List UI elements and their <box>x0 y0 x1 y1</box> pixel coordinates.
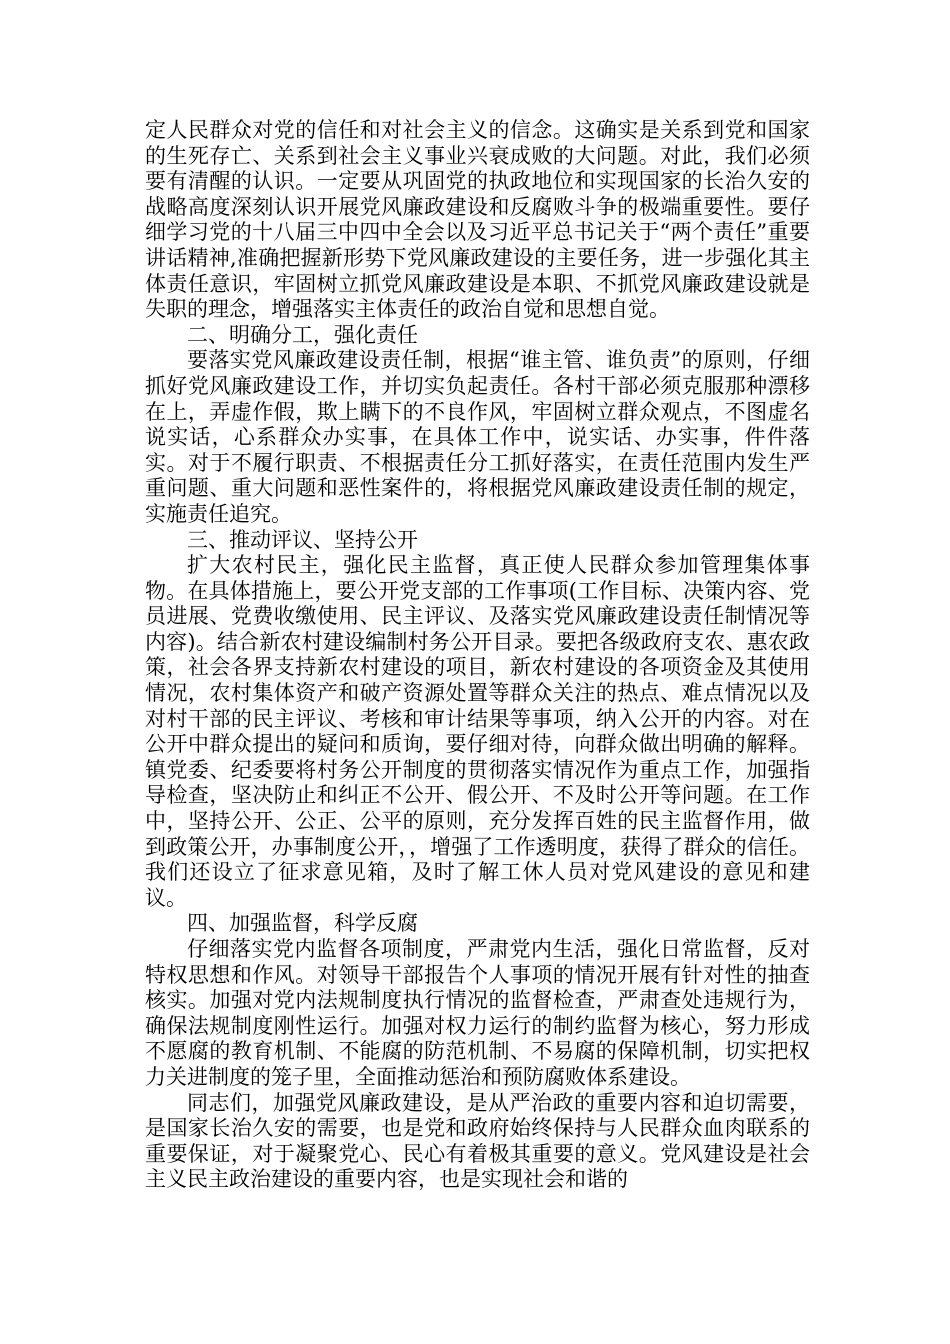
section-heading-2: 二、明确分工，强化责任 <box>187 322 418 347</box>
paragraph-section-2: 要落实党风廉政建设责任制，根据“谁主管、谁负责”的原则，仔细抓好党风廉政建设工作，并切实负起责任。各村干部必须克服那种漂移在上，弄虚作假，欺上瞒下的不良作风，牢固树立群众观点，不图虚名说实话，心系群众办实事，在具体工作中，说实话、办实事，件件落实。对于不履行职责、不根据责任分工抓好落实，在责任范围内发生严重问题、重大问题和恶性案件的，将根据党风廉政建设责任制的规定，实施责任追究。 <box>145 348 810 526</box>
paragraph-section-4: 仔细落实党内监督各项制度，严肃党内生活，强化日常监督，反对特权思想和作风。对领导干部报告个人事项的情况开展有针对性的抽查核实。加强对党内法规制度执行情况的监督检查，严肃查处违规行为，确保法规制度刚性运行。加强对权力运行的制约监督为核心，努力形成不愿腐的教育机制、不能腐的防范机制、不易腐的保障机制，切实把权力关进制度的笼子里，全面推动惩治和预防腐败体系建设。 <box>145 937 810 1089</box>
paragraph-intro: 定人民群众对党的信任和对社会主义的信念。这确实是关系到党和国家的生死存亡、关系到社会主义事业兴衰成败的大问题。对此，我们必须要有清醒的认识。一定要从巩固党的执政地位和实现国家的长治久安的战略高度深刻认识开展党风廉政建设和反腐败斗争的极端重要性。要仔细学习党的十八届三中四中全会以及习近平总书记关于“两个责任”重要讲话精神,准确把握新形势下党风廉政建设的主要任务，进一步强化其主体责任意识，牢固树立抓党风廉政建设是本职、不抓党风廉政建设就是失职的理念，增强落实主体责任的政治自觉和思想自觉。 <box>145 118 810 322</box>
paragraph-conclusion: 同志们，加强党风廉政建设，是从严治政的重要内容和迫切需要，是国家长治久安的需要，也是党和政府始终保持与人民群众血肉联系的重要保证，对于凝聚党心、民心有着极其重要的意义。党风建设是社会主义民主政治建设的重要内容，也是实现社会和谐的 <box>145 1090 810 1192</box>
paragraph-section-3: 扩大农村民主，强化民主监督，真正使人民群众参加管理集体事物。在具体措施上，要公开党支部的工作事项(工作目标、决策内容、党员进展、党费收缴使用、民主评议、及落实党风廉政建设责任制情况等内容)。结合新农村建设编制村务公开目录。要把各级政府支农、惠农政策，社会各界支持新农村建设的项目，新农村建设的各项资金及其使用情况，农村集体资产和破产资源处置等群众关注的热点、难点情况以及对村干部的民主评议、考核和审计结果等事项，纳入公开的内容。对在公开中群众提出的疑问和质询，要仔细对待，向群众做出明确的解释。镇党委、纪委要将村务公开制度的贯彻落实情况作为重点工作，加强指导检查，坚决防止和纠正不公开、假公开、不及时公开等问题。在工作中，坚持公开、公正、公平的原则，充分发挥百姓的民主监督作用，做到政策公开，办事制度公开，，增强了工作透明度，获得了群众的信任。我们还设立了征求意见箱，及时了解工休人员对党风建设的意见和建议。 <box>145 553 810 910</box>
document-body <box>145 118 810 1193</box>
section-heading-3: 三、推动评议、坚持公开 <box>187 527 418 552</box>
section-heading-4: 四、加强监督，科学反腐 <box>187 911 418 936</box>
